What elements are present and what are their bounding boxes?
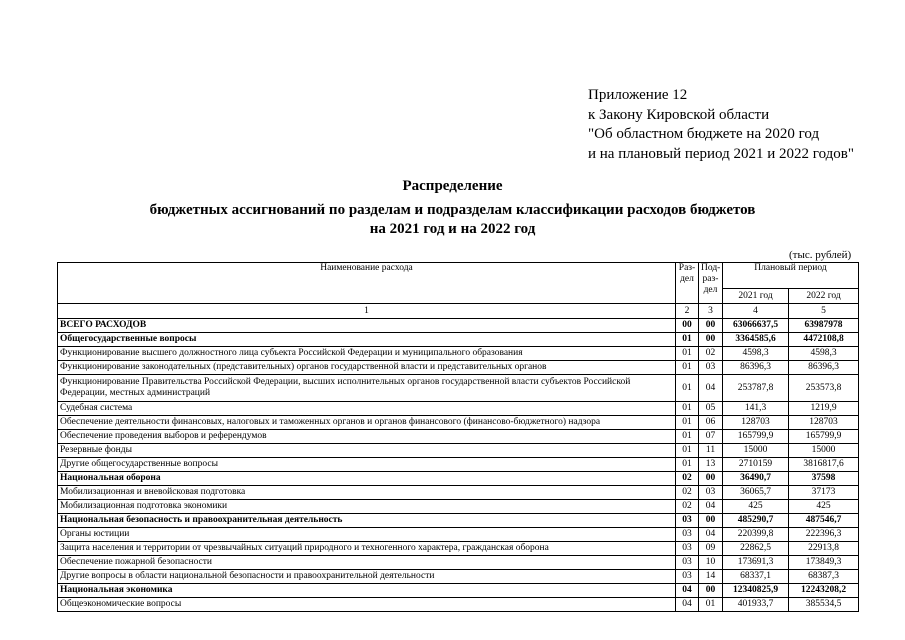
row-name: Национальная экономика [58,584,676,598]
table-row [58,333,859,347]
row-name: Функционирование законодательных (представительных) органов государственной власти и представительных органов [58,361,676,375]
row-subsection: 10 [699,556,723,570]
table-row [58,319,859,333]
row-value-2022: 37173 [789,486,859,500]
row-value-2021: 4598,3 [723,347,789,361]
row-value-2022: 222396,3 [789,528,859,542]
table-row [58,402,859,416]
row-subsection: 00 [699,319,723,333]
appendix-line-3: "Об областном бюджете на 2020 год [588,126,820,142]
row-name: Общеэкономические вопросы [58,598,676,612]
row-section: 03 [676,570,699,584]
header-subsection [699,263,723,304]
row-section: 02 [676,472,699,486]
budget-table [57,262,859,612]
row-value-2021: 3364585,6 [723,333,789,347]
row-value-2022: 385534,5 [789,598,859,612]
column-number-1: 1 [58,304,676,319]
row-section: 01 [676,444,699,458]
row-subsection: 06 [699,416,723,430]
row-value-2021: 63066637,5 [723,319,789,333]
row-section: 01 [676,430,699,444]
row-value-2022: 22913,8 [789,542,859,556]
appendix-line-1: Приложение 12 [588,87,688,103]
row-subsection: 00 [699,472,723,486]
row-name: Мобилизационная и вневойсковая подготовка [58,486,676,500]
row-section: 03 [676,556,699,570]
appendix-line-2: к Закону Кировской области [588,106,770,123]
row-subsection: 09 [699,542,723,556]
row-subsection: 04 [699,528,723,542]
table-row [58,528,859,542]
row-subsection: 03 [699,361,723,375]
header-year-2021: 2021 год [723,289,789,304]
row-name: Защита населения и территории от чрезвычайных ситуаций природного и техногенного характера, гражданская оборона [58,542,676,556]
row-subsection: 11 [699,444,723,458]
row-name: Резервные фонды [58,444,676,458]
row-value-2022: 425 [789,500,859,514]
row-subsection: 00 [699,514,723,528]
row-section: 04 [676,598,699,612]
row-name: Другие общегосударственные вопросы [58,458,676,472]
table-row [58,500,859,514]
table-row [58,584,859,598]
row-value-2021: 12340825,9 [723,584,789,598]
row-section: 02 [676,486,699,500]
row-value-2021: 36490,7 [723,472,789,486]
appendix-reference [588,86,854,164]
row-section: 02 [676,500,699,514]
row-value-2022: 68387,3 [789,570,859,584]
header-year-2022: 2022 год [789,289,859,304]
document-title: Распределение [402,178,503,194]
row-value-2021: 141,3 [723,402,789,416]
row-value-2022: 3816817,6 [789,458,859,472]
table-row [58,416,859,430]
table-row [58,598,859,612]
row-value-2022: 165799,9 [789,430,859,444]
table-row [58,486,859,500]
header-subsection-line-3: дел [703,285,718,295]
row-value-2021: 36065,7 [723,486,789,500]
table-row [58,361,859,375]
row-section: 04 [676,584,699,598]
table-row [58,458,859,472]
row-name: ВСЕГО РАСХОДОВ [58,319,676,333]
row-name: Обеспечение деятельности финансовых, налоговых и таможенных органов и органов финансового (финансово-бюджетного) надзора [58,416,676,430]
appendix-line-4: и на плановый период 2021 и 2022 годов" [588,145,854,162]
header-planning-period: Плановый период [723,263,859,289]
row-name: Органы юстиции [58,528,676,542]
row-name: Мобилизационная подготовка экономики [58,500,676,514]
units-label: (тыс. рублей) [789,249,852,261]
row-section: 03 [676,514,699,528]
row-subsection: 03 [699,486,723,500]
row-value-2022: 12243208,2 [789,584,859,598]
table-row [58,472,859,486]
table-row [58,444,859,458]
row-value-2022: 4472108,8 [789,333,859,347]
row-value-2021: 15000 [723,444,789,458]
row-subsection: 14 [699,570,723,584]
row-value-2021: 401933,7 [723,598,789,612]
row-value-2021: 173691,3 [723,556,789,570]
row-value-2022: 173849,3 [789,556,859,570]
row-name: Национальная безопасность и правоохранительная деятельность [58,514,676,528]
row-value-2022: 128703 [789,416,859,430]
header-section-line-1: Раз- [678,263,696,273]
header-subsection-line-1: Под- [701,263,721,273]
row-subsection: 00 [699,584,723,598]
row-subsection: 04 [699,500,723,514]
row-subsection: 04 [699,375,723,402]
row-value-2021: 128703 [723,416,789,430]
table-row [58,570,859,584]
row-section: 01 [676,375,699,402]
row-name: Функционирование высшего должностного лица субъекта Российской Федерации и муниципального образования [58,347,676,361]
row-name: Общегосударственные вопросы [58,333,676,347]
document-subtitle-years: на 2021 год и на 2022 год [369,221,536,237]
row-value-2021: 220399,8 [723,528,789,542]
row-section: 01 [676,361,699,375]
row-value-2021: 425 [723,500,789,514]
row-section: 01 [676,458,699,472]
row-subsection: 05 [699,402,723,416]
row-name: Другие вопросы в области национальной безопасности и правоохранительной деятельности [58,570,676,584]
row-subsection: 07 [699,430,723,444]
row-value-2022: 37598 [789,472,859,486]
row-value-2022: 1219,9 [789,402,859,416]
table-row [58,542,859,556]
row-section: 01 [676,333,699,347]
row-name: Судебная система [58,402,676,416]
row-value-2021: 86396,3 [723,361,789,375]
table-row [58,430,859,444]
row-value-2021: 165799,9 [723,430,789,444]
row-value-2021: 253787,8 [723,375,789,402]
row-value-2021: 2710159 [723,458,789,472]
row-section: 01 [676,416,699,430]
header-section-line-2: дел [680,274,694,284]
row-value-2022: 4598,3 [789,347,859,361]
row-value-2021: 22862,5 [723,542,789,556]
column-number-2: 2 [676,304,699,319]
column-number-5: 5 [789,304,859,319]
row-section: 00 [676,319,699,333]
row-value-2022: 15000 [789,444,859,458]
row-value-2022: 253573,8 [789,375,859,402]
header-name: Наименование расхода [58,263,676,304]
row-subsection: 13 [699,458,723,472]
row-value-2022: 63987978 [789,319,859,333]
row-section: 03 [676,542,699,556]
row-subsection: 00 [699,333,723,347]
row-name: Функционирование Правительства Российской Федерации, высших исполнительных органов государственной власти субъектов Российской Федерации, местных администраций [58,375,676,402]
row-value-2021: 68337,1 [723,570,789,584]
table-row [58,375,859,402]
row-value-2021: 485290,7 [723,514,789,528]
row-section: 01 [676,402,699,416]
row-subsection: 02 [699,347,723,361]
row-name: Обеспечение пожарной безопасности [58,556,676,570]
row-section: 03 [676,528,699,542]
header-section [676,263,699,304]
row-subsection: 01 [699,598,723,612]
row-section: 01 [676,347,699,361]
row-name: Обеспечение проведения выборов и референдумов [58,430,676,444]
table-row [58,514,859,528]
column-number-3: 3 [699,304,723,319]
row-value-2022: 86396,3 [789,361,859,375]
table-row [58,347,859,361]
document-subtitle: бюджетных ассигнований по разделам и подразделам классификации расходов бюджетов [149,202,756,218]
budget-table-body [58,319,859,612]
table-row [58,556,859,570]
row-value-2022: 487546,7 [789,514,859,528]
header-subsection-line-2: раз- [702,274,719,284]
column-number-4: 4 [723,304,789,319]
row-name: Национальная оборона [58,472,676,486]
